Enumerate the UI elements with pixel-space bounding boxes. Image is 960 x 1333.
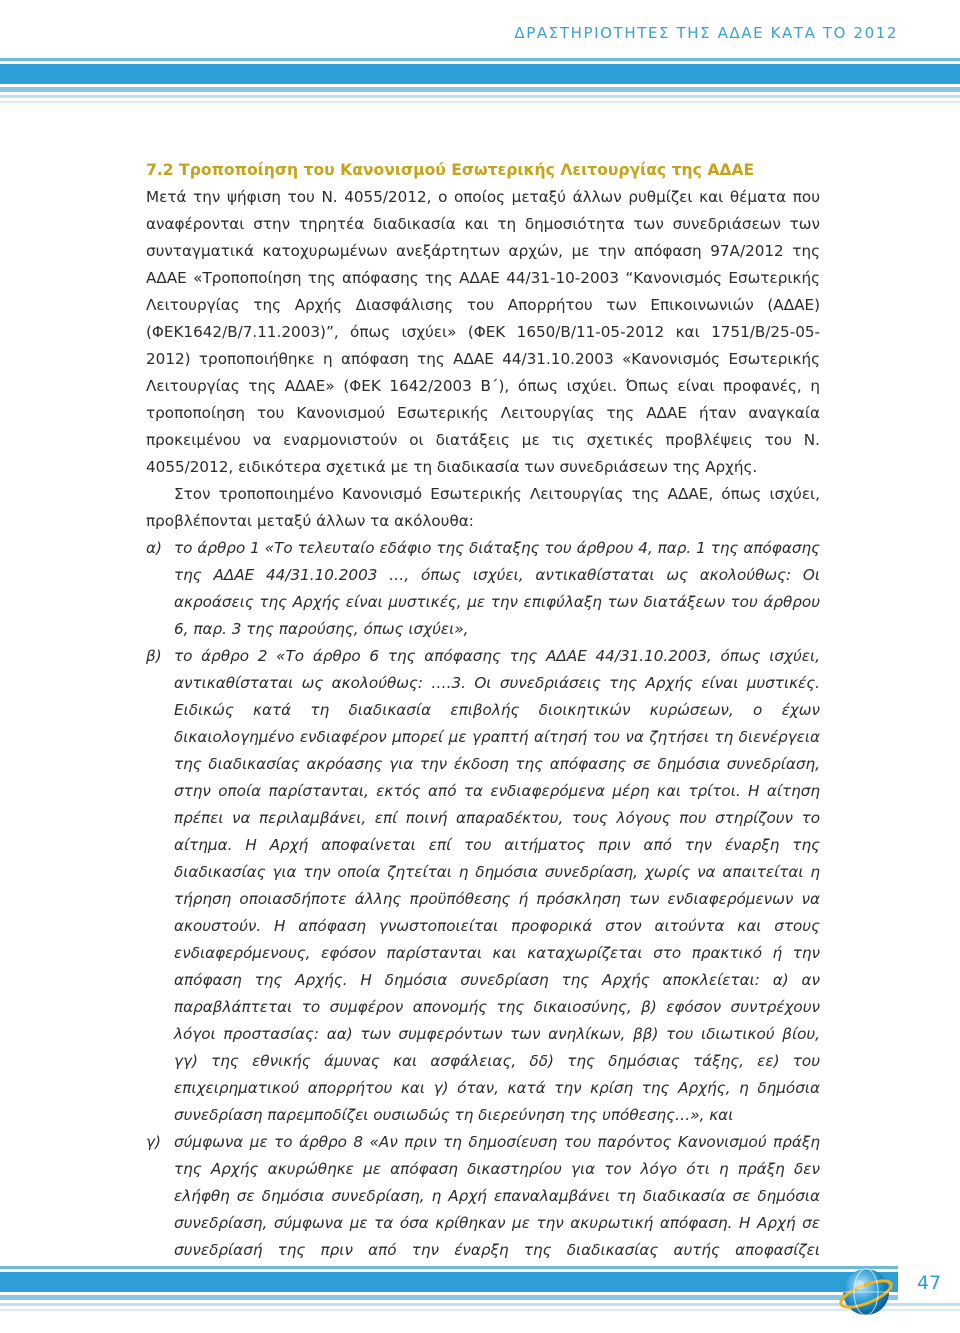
paragraph-1: Μετά την ψήφιση του Ν. 4055/2012, ο οποίος μεταξύ άλλων ρυθμίζει και θέματα που αναφέρονται στην τηρητέα διαδικασία και τη δημοσιότητα των συνεδριάσεων των συνταγματικά κατοχυρωμένων ανεξάρτητων αρχών, με την απόφαση 97Α/2012 της ΑΔΑΕ «Τροποποίηση της απόφασης της ΑΔΑΕ 44/31-10-2003 “Κανονισμός Εσωτερικής Λειτουργίας της Αρχής Διασφάλισης του Απορρήτου των Επικοινωνιών (ΑΔΑΕ) (ΦΕΚ1642/Β/7.11.2003)”, όπως ισχύει» (ΦΕΚ 1650/Β/11-05-2012 και 1751/Β/25-05-2012) τροποποιήθηκε η απόφαση της ΑΔΑΕ 44/31.10.2003 «Κανονισμός Εσωτερικής Λειτουργίας της ΑΔΑΕ» (ΦΕΚ 1642/2003 Β΄), όπως ισχύει. Όπως είναι προφανές, η τροποποίηση του Κανονισμού Εσωτερικής Λειτουργίας της ΑΔΑΕ ήταν αναγκαία προκειμένου να εναρμονιστούν οι διατάξεις με τις σχετικές προβλέψεις του Ν. 4055/2012, ειδικότερα σχετικά με τη διαδικασία των συνεδριάσεων της Αρχής. xyxy=(146,188,820,476)
adae-globe-logo-icon xyxy=(838,1264,894,1320)
list-marker: γ) xyxy=(146,1133,161,1151)
page-number: 47 xyxy=(917,1272,942,1294)
list-marker: α) xyxy=(146,539,162,557)
main-content xyxy=(146,157,820,1291)
list-marker: β) xyxy=(146,647,162,665)
footer-decorative-band xyxy=(0,1266,960,1314)
running-header: ΔΡΑΣΤΗΡΙΟΤΗΤΕΣ ΤΗΣ ΑΔΑΕ ΚΑΤΑ ΤΟ 2012 xyxy=(514,24,898,42)
list-item xyxy=(146,643,820,1129)
provisions-list xyxy=(146,535,820,1291)
header-decorative-band xyxy=(0,58,960,106)
list-item-text: το άρθρο 2 «Το άρθρο 6 της απόφασης της ΑΔΑΕ 44/31.10.2003, όπως ισχύει, αντικαθίσταται ως ακολούθως: ….3. Οι συνεδριάσεις της Αρχής είναι μυστικές. Ειδικώς κατά τη διαδικασία επιβολής διοικητικών κυρώσεων, ο έχων δικαιολογημένο ενδιαφέρον μπορεί με γραπτή αίτησή του να ζητήσει τη διενέργεια της διαδικασίας ακρόασης για την έκδοση της απόφασης σε δημόσια συνεδρίαση, στην οποία παρίστανται, εκτός από τα ενδιαφερόμενα μέρη και τρίτοι. Η αίτηση πρέπει να περιλαμβάνει, επί ποινή απαραδέκτου, τους λόγους που στηρίζουν το αίτημα. Η Αρχή αποφαίνεται επί του αιτήματος πριν από την έναρξη της διαδικασίας για την οποία ζητείται η δημόσια συνεδρίαση, χωρίς να απαιτείται η τήρηση οποιασδήποτε άλλης προϋπόθεσης ή πρόσκληση των ενδιαφερόμενων να ακουστούν. Η απόφαση γνωστοποιείται προφορικά στον αιτούντα και στους ενδιαφερόμενους, εφόσον παρίστανται και καταχωρίζεται στο πρακτικό ή την απόφαση της Αρχής. Η δημόσια συνεδρίαση της Αρχής αποκλείεται: α) αν παραβλάπτεται το συμφέρον απονομής της δικαιοσύνης, β) εφόσον συντρέχουν λόγοι προστασίας: αα) των συμφερόντων των ανηλίκων, ββ) του ιδιωτικού βίου, γγ) της εθνικής άμυνας και ασφάλειας, δδ) της δημόσιας τάξης, εε) του επιχειρηματικού απορρήτου και γ) όταν, κατά την κρίση της Αρχής, η δημόσια συνεδρίαση παρεμποδίζει ουσιωδώς τη διερεύνηση της υπόθεσης…», και xyxy=(174,647,820,1124)
list-item xyxy=(146,535,820,643)
paragraph-2: Στον τροποποιημένο Κανονισμό Εσωτερικής Λειτουργίας της ΑΔΑΕ, όπως ισχύει, προβλέπονται μεταξύ άλλων τα ακόλουθα: xyxy=(146,485,820,530)
list-item-text: σύμφωνα με το άρθρο 8 «Αν πριν τη δημοσίευση του παρόντος Κανονισμού πράξη της Αρχής ακυρώθηκε με απόφαση δικαστηρίου για τον λόγο ότι η πράξη δεν ελήφθη σε δημόσια συνεδρίαση, η Αρχή επαναλαμβάνει τη διαδικασία σε δημόσια συνεδρίαση, σύμφωνα με τα όσα κρίθηκαν με την ακυρωτική απόφαση. Η Αρχή σε συνεδρίασή της πριν από την έναρξη της διαδικασίας αυτής αποφασίζει xyxy=(174,1133,820,1259)
list-item-text: το άρθρο 1 «Το τελευταίο εδάφιο της διάταξης του άρθρου 4, παρ. 1 της απόφασης της ΑΔΑΕ 44/31.10.2003 …, όπως ισχύει, αντικαθίσταται ως ακολούθως: Οι ακροάσεις της Αρχής είναι μυστικές, με την επιφύλαξη των διατάξεων του άρθρου 6, παρ. 3 της παρούσης, όπως ισχύει», xyxy=(174,539,820,638)
section-title: 7.2 Τροποποίηση του Κανονισμού Εσωτερικής Λειτουργίας της ΑΔΑΕ xyxy=(146,161,755,179)
